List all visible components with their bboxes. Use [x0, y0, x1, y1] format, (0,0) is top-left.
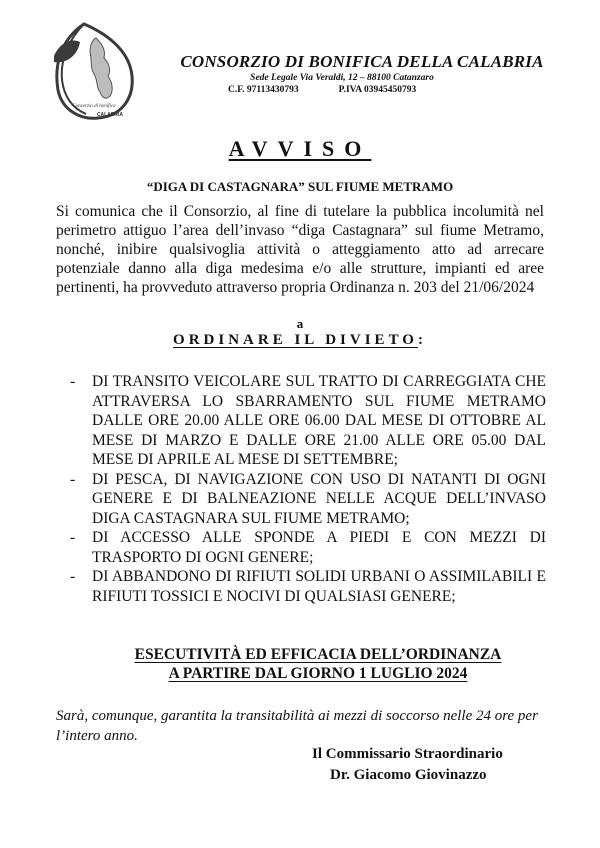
executivity-line-2: A PARTIRE DAL GIORNO 1 LUGLIO 2024 — [168, 665, 468, 682]
signatory-name: Dr. Giacomo Giovinazzo — [330, 767, 487, 783]
order-heading — [0, 332, 600, 349]
organization-ids — [228, 85, 488, 95]
consortium-logo — [50, 18, 136, 122]
bullet-dash: - — [70, 568, 76, 585]
list-item — [70, 567, 546, 606]
vat-number: P.IVA 03945450793 — [338, 85, 417, 95]
list-item-text: DI ACCESSO ALLE SPONDE A PIEDI E CON MEZZI DI TRASPORTO DI OGNI GENERE; — [92, 529, 546, 566]
organization-name: CONSORZIO DI BONIFICA DELLA CALABRIA — [180, 52, 544, 71]
list-item — [70, 528, 546, 567]
intro-paragraph: Si comunica che il Consorzio, al fine di tutelare la pubblica incolumità nel perimetro attiguo l’area dell’invaso “diga Castagnara” sul fiume Metramo, nonché, inibire qualsivoglia attività o atteggiamento atto ad arrecare potenziale danno alla diga medesima e/o alle strutture, impianti ed aree pertinenti, ha provveduto attraverso propria Ordinanza n. 203 del 21/06/2024 — [56, 203, 544, 296]
executivity-line-1: ESECUTIVITÀ ED EFFICACIA DELL’ORDINANZA — [134, 646, 502, 663]
list-item — [70, 372, 546, 470]
list-item-text: DI ABBANDONO DI RIFIUTI SOLIDI URBANI O ASSIMILABILI E RIFIUTI TOSSICI E NOCIVI DI QUALSIASI GENERE; — [92, 568, 546, 605]
logo-region-text: CALABRIA — [96, 112, 124, 118]
order-heading-text: ORDINARE IL DIVIETO — [173, 332, 418, 348]
organization-address: Sede Legale Via Veraldi, 12 – 88100 Catanzaro — [250, 73, 434, 83]
list-item-text: DI TRANSITO VEICOLARE SUL TRATTO DI CARREGGIATA CHE ATTRAVERSA LO SBARRAMENTO SUL FIUME METRAMO DALLE ORE 20.00 ALLE ORE 06.00 DAL MESE DI OTTOBRE AL MESE DI MARZO E DALLE ORE 21.00 ALLE ORE 05.00 DAL MESE DI APRILE AL MESE DI SETTEMBRE; — [92, 373, 546, 468]
bullet-dash: - — [70, 470, 76, 488]
notice-title: AVVISO — [228, 136, 372, 161]
logo-text: Consorzio di bonifica — [72, 104, 116, 109]
connector-word: a — [296, 316, 304, 331]
list-item — [70, 470, 546, 529]
notice-subtitle: “DIGA DI CASTAGNARA” SUL FIUME METRAMO — [146, 179, 454, 194]
bullet-dash: - — [70, 529, 76, 546]
signatory-role: Il Commissario Straordinario — [312, 746, 503, 762]
list-item-text: DI PESCA, DI NAVIGAZIONE CON USO DI NATANTI DI OGNI GENERE E DI BALNEAZIONE NELLE ACQUE DELL’INVASO DIGA CASTAGNARA SUL FIUME METRAMO; — [92, 470, 546, 527]
prohibitions-list — [70, 372, 546, 606]
bullet-dash: - — [70, 373, 76, 390]
fiscal-code: C.F. 97113430793 — [228, 85, 299, 95]
order-heading-colon: : — [417, 332, 427, 348]
emergency-note: Sarà, comunque, garantita la transitabilità ai mezzi di soccorso nelle 24 ore per l’intero anno. — [56, 708, 538, 744]
